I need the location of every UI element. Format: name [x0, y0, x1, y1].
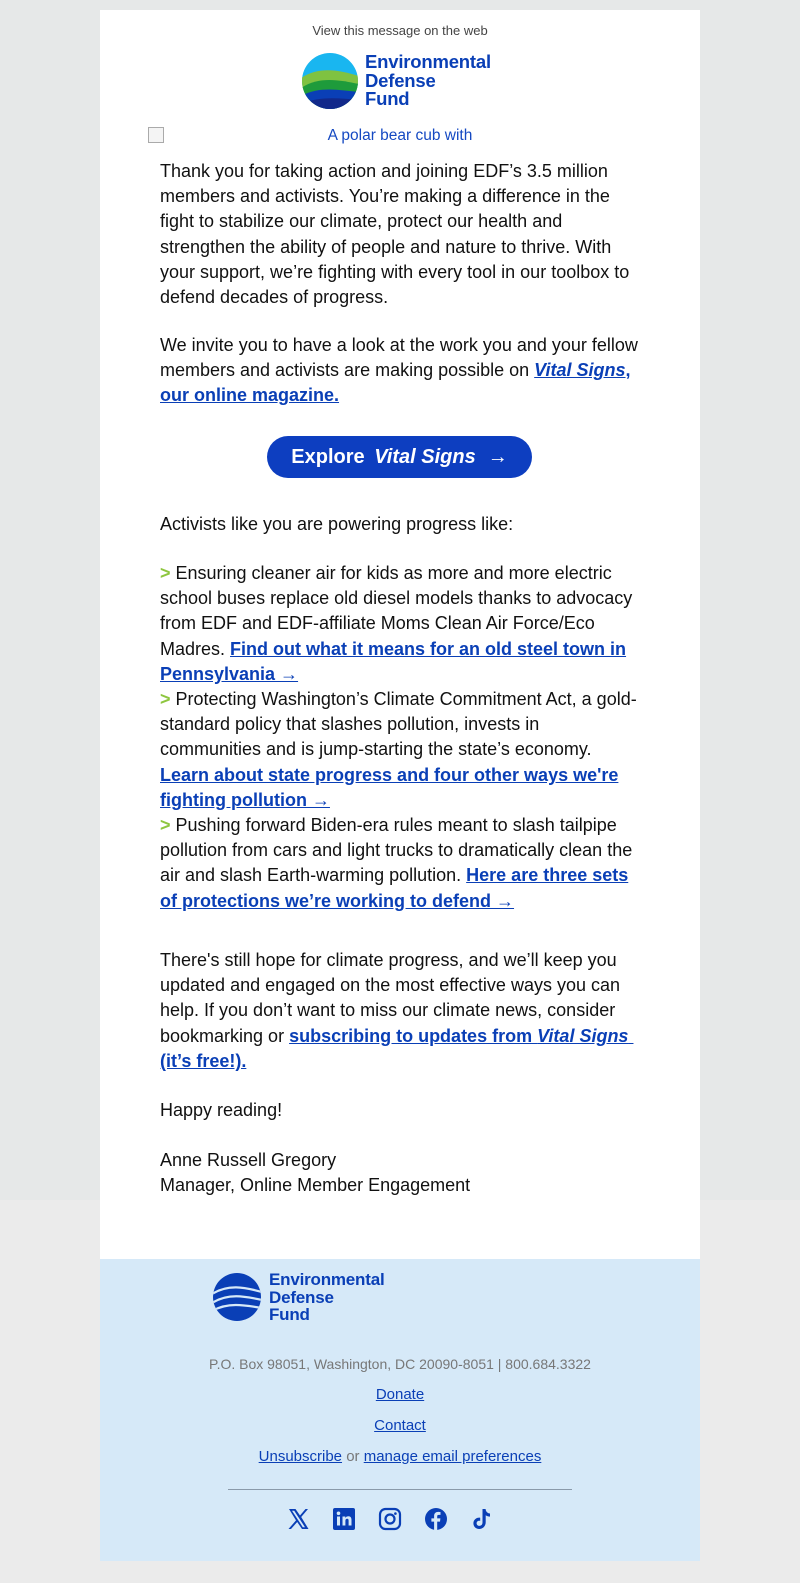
edf-logo[interactable] [301, 52, 491, 110]
email-card [100, 10, 700, 1259]
manage-preferences-link[interactable]: manage email preferences [363, 1448, 542, 1465]
unsubscribe-link[interactable]: Unsubscribe [258, 1448, 343, 1465]
or-separator: or [342, 1448, 364, 1465]
hero-image[interactable] [148, 127, 652, 151]
list-item-text: Protecting Washington’s Climate Commitment Act, a gold-standard policy that slashes pollution, invests in communities and is jump-starting the state’s economy. [160, 689, 637, 760]
cta-italic: Vital Signs [374, 445, 476, 468]
facebook-icon[interactable] [423, 1506, 449, 1532]
intro-paragraph: Thank you for taking action and joining EDF’s 3.5 million members and activists. You’re making a difference in the fight to stabilize our climate, protect our health and strengthen the ability of people and nature to thrive. With your support, we’re fighting with every tool in our toolbox to defend decades of progress. [160, 161, 630, 308]
contact-link[interactable]: Contact [374, 1417, 426, 1434]
arrow-right-icon: → [487, 445, 508, 468]
edf-logo-mark [301, 52, 359, 110]
footer-edf-logo[interactable] [212, 1271, 384, 1324]
signature-title: Manager, Online Member Engagement [160, 1175, 471, 1196]
logo-line-2: Defense [365, 69, 436, 91]
progress-list [160, 561, 642, 914]
donate-link[interactable]: Donate [375, 1386, 425, 1403]
hope-text: There's still hope for climate progress, and we’ll keep you updated and engaged on the most effective ways you can help. If you don’t want to miss our climate news, consider bookmarking or [160, 950, 620, 1046]
list-item [160, 813, 642, 914]
x-icon[interactable] [285, 1506, 311, 1532]
chevron-right-icon: > [160, 563, 171, 583]
signature-name: Anne Russell Gregory [160, 1150, 337, 1170]
chevron-right-icon: > [160, 689, 171, 710]
invite-text: We invite you to have a look at the work you and your fellow members and activists are making possible on [160, 335, 638, 381]
vital-signs-link-rest: , our online magazine. [160, 360, 631, 406]
subscribe-link-italic: Vital Signs [537, 1025, 629, 1046]
happy-reading: Happy reading! [160, 1100, 283, 1120]
invite-paragraph [160, 333, 642, 409]
state-progress-link[interactable]: Learn about state progress and four other ways we're fighting pollution → [160, 764, 619, 810]
hero-image-alt-text: A polar bear cub with [327, 127, 473, 144]
progress-intro: Activists like you are powering progress like: [160, 514, 514, 534]
footer-logo-line-1: Environmental [269, 1270, 385, 1289]
vital-signs-link-italic: Vital Signs [534, 360, 626, 381]
linkedin-icon[interactable] [331, 1506, 357, 1532]
explore-vital-signs-button[interactable] [267, 436, 532, 478]
list-item [160, 687, 642, 813]
footer-address: P.O. Box 98051, Washington, DC 20090-8051 | 800.684.3322 [209, 1356, 591, 1372]
steel-town-link[interactable]: Find out what it means for an old steel town in Pennsylvania → [160, 638, 627, 684]
subscribe-link-b: (it’s free!). [160, 1025, 634, 1071]
edf-logo-mark-mono [212, 1272, 262, 1322]
list-item-text: Ensuring cleaner air for kids as more and more electric school buses replace old diesel models thanks to advocacy from EDF and EDF-affiliate Moms Clean Air Force/Eco Madres. [160, 563, 633, 659]
cta-prefix: Explore [291, 445, 371, 468]
logo-line-1: Environmental [365, 51, 491, 73]
tiktok-icon[interactable] [469, 1506, 495, 1532]
list-item-text: Pushing forward Biden-era rules meant to slash tailpipe pollution from cars and light trucks to dramatically clean the air and slash Earth-warming pollution. [160, 815, 633, 886]
instagram-icon[interactable] [377, 1506, 403, 1532]
social-links [285, 1506, 495, 1532]
list-item [160, 561, 642, 687]
protections-link[interactable]: Here are three sets of protections we’re working to defend → [160, 865, 629, 911]
footer-logo-line-3: Fund [269, 1305, 310, 1324]
footer-logo-line-2: Defense [269, 1287, 334, 1307]
logo-line-3: Fund [365, 88, 410, 110]
subscribe-link-a: subscribing to updates from [289, 1025, 538, 1046]
signature [160, 1148, 642, 1198]
footer-divider [228, 1489, 572, 1490]
view-on-web-link[interactable]: View this message on the web [312, 23, 488, 38]
hope-paragraph [160, 948, 642, 1074]
chevron-right-icon: > [160, 815, 171, 836]
